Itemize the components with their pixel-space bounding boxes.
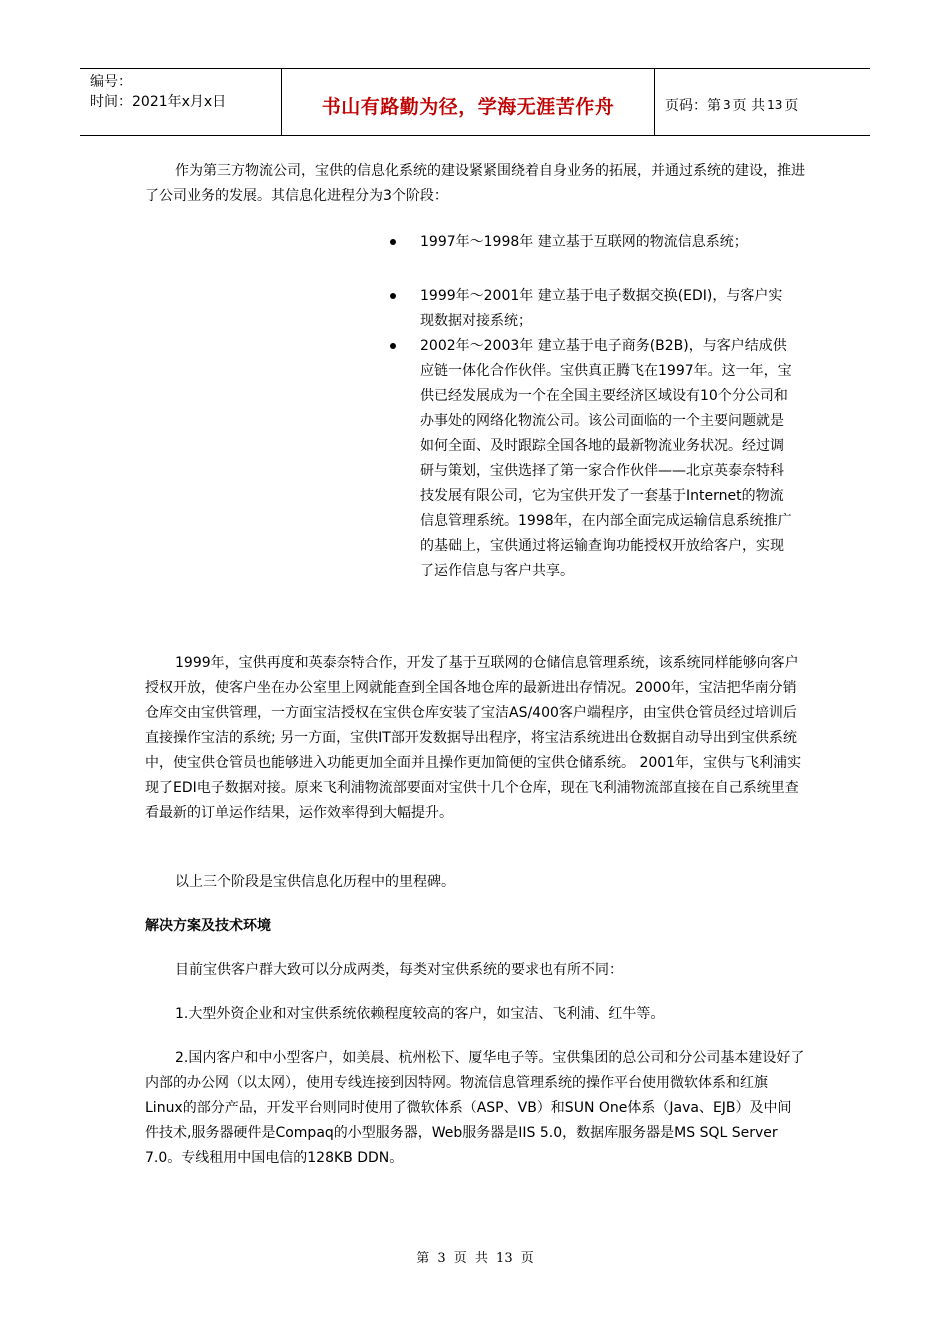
clients-paragraph: 目前宝供客户群大致可以分成两类，每类对宝供系统的要求也有所不同： <box>175 962 623 978</box>
stage-list <box>383 230 793 584</box>
page-label-prefix: 页码：第 <box>665 98 721 114</box>
client-type-1-paragraph: 1.大型外资企业和对宝供系统依赖程度较高的客户，如宝洁、飞利浦、红牛等。 <box>175 1006 665 1022</box>
page-label-mid: 页 共 <box>732 98 766 114</box>
stage-text: 1997年～1998年 建立基于互联网的物流信息系统； <box>420 234 748 250</box>
list-item <box>383 334 793 584</box>
page-current: 3 <box>723 98 731 112</box>
client-type-2-paragraph: 2.国内客户和中小型客户，如美晨、杭州松下、厦华电子等。宝供集团的总公司和分公司基本建设好了内部的办公网（以太网），使用专线连接到因特网。物流信息管理系统的操作平台使用微软体系和红旗Linux的部分产品，开发平台则同时使用了微软体系（ASP、VB）和SUN One体系（Java、EJB）及中间件技术,服务器硬件是Compaq的小型服务器，Web服务器是IIS 5.0，数据库服务器是MS SQL Server 7.0。专线租用中国电信的128KB DDN。 <box>145 1050 805 1166</box>
page-label-suffix: 页 <box>784 98 799 114</box>
header-meta <box>80 69 282 135</box>
page-footer: 第 3 页 共 13 页 <box>416 1251 534 1266</box>
time-label: 时间：2021年x月x日 <box>90 94 227 110</box>
stage-text: 1999年～2001年 建立基于电子数据交换(EDI)，与客户实现数据对接系统； <box>420 288 783 329</box>
milestone-paragraph: 以上三个阶段是宝供信息化历程中的里程碑。 <box>175 874 455 890</box>
page-header <box>80 68 870 136</box>
header-motto: 书山有路勤为径，学海无涯苦作舟 <box>282 69 655 135</box>
list-item <box>383 284 793 334</box>
bullet-icon <box>390 293 396 299</box>
stage-text: 2002年～2003年 建立基于电子商务(B2B)，与客户结成供应链一体化合作伙伴。宝供真正腾飞在1997年。这一年，宝供已经发展成为一个在全国主要经济区域设有10个分公司和办事处的网络化物流公司。该公司面临的一个主要问题就是如何全面、及时跟踪全国各地的最新物流业务状况。经过调研与策划，宝供选择了第一家合作伙伴——北京英泰奈特科技发展有限公司，它为宝供开发了一套基于Internet的物流信息管理系统。1998年，在内部全面完成运输信息系统推广的基础上，宝供通过将运输查询功能授权开放给客户，实现了运作信息与客户共享。 <box>420 338 792 579</box>
bullet-icon <box>390 239 396 245</box>
header-page-info <box>655 69 870 135</box>
list-item <box>383 230 793 255</box>
page-total: 13 <box>767 98 783 112</box>
section-heading: 解决方案及技术环境 <box>145 918 271 934</box>
history-paragraph: 1999年，宝供再度和英泰奈特合作，开发了基于互联网的仓储信息管理系统，该系统同样能够向客户授权开放，使客户坐在办公室里上网就能查到全国各地仓库的最新进出存情况。2000年，宝洁把华南分销仓库交由宝供管理，一方面宝洁授权在宝供仓库安装了宝洁AS/400客户端程序，由宝供仓管员经过培训后直接操作宝洁的系统; 另一方面，宝供IT部开发数据导出程序，将宝洁系统进出仓数据自动导出到宝供系统中，使宝供仓管员也能够进入功能更加全面并且操作更加简便的宝供仓储系统。 2001年，宝供与飞利浦实现了EDI电子数据对接。原来飞利浦物流部要面对宝供十几个仓库，现在飞利浦物流部直接在自己系统里查看最新的订单运作结果，运作效率得到大幅提升。 <box>145 655 802 821</box>
number-label: 编号： <box>90 74 132 90</box>
intro-paragraph: 作为第三方物流公司，宝供的信息化系统的建设紧紧围绕着自身业务的拓展，并通过系统的建设，推进了公司业务的发展。其信息化进程分为3个阶段： <box>145 163 805 204</box>
bullet-icon <box>390 343 396 349</box>
